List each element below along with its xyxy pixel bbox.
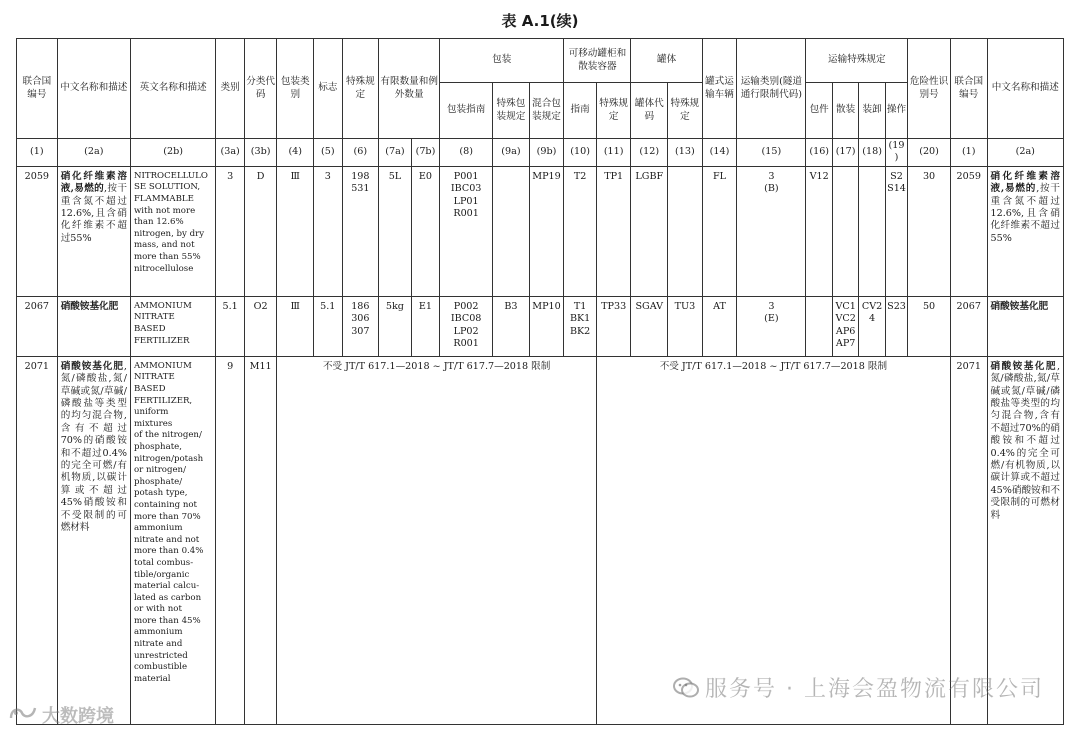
header-group-special-provisions: 运输特殊规定 xyxy=(806,39,908,83)
tank-instructions: T2 xyxy=(564,166,597,296)
header-group-tanks: 罐体 xyxy=(631,39,702,83)
packages xyxy=(806,296,832,356)
english-name: AMMONIUM NITRATE BASED FERTILIZER, uniform mixtures of the nitrogen/ phosphate, nitrogen/potash or nitrogen/ phosphate/ potash type, containing not more than 70% ammonium nitrate and not more than 0.4% total combus- tible/organic material calcu- lated as carbon or with not more than 45% ammonium nitrate and unrestricted combustible material xyxy=(130,356,215,724)
col-num: (11) xyxy=(596,139,631,167)
header-chinese-name-right: 中文名称和描述 xyxy=(987,39,1063,139)
header-label: 标志 xyxy=(314,39,342,139)
classification-code: M11 xyxy=(244,356,277,724)
transport-category: 3 (E) xyxy=(737,296,806,356)
un-number-right: 2071 xyxy=(950,356,987,724)
chinese-name-right-bold: 硝化纤维素溶液,易燃的 xyxy=(990,170,1060,195)
header-bulk: 散装 xyxy=(832,83,858,139)
header-tank-special: 特殊规定 xyxy=(596,83,631,139)
special-packing xyxy=(493,166,530,296)
english-name: AMMONIUM NITRATE BASED FERTILIZER xyxy=(130,296,215,356)
hazard-id: 50 xyxy=(908,296,951,356)
column-number-row xyxy=(17,139,1064,167)
header-tank-code-special: 特殊规定 xyxy=(668,83,703,139)
col-num: (14) xyxy=(702,139,737,167)
header-chinese-name: 中文名称和描述 xyxy=(57,39,130,139)
special-packing: B3 xyxy=(493,296,530,356)
header-tank-code: 罐体代码 xyxy=(631,83,668,139)
col-num: (10) xyxy=(564,139,597,167)
class: 5.1 xyxy=(216,296,244,356)
col-num: (2a) xyxy=(987,139,1063,167)
chinese-name xyxy=(57,356,130,724)
chinese-name-right-bold: 硝酸铵基化肥 xyxy=(990,300,1049,312)
col-num: (8) xyxy=(440,139,493,167)
header-limited-quantities: 有限数量和例外数量 xyxy=(379,39,440,139)
class: 3 xyxy=(216,166,244,296)
watermark-brand xyxy=(8,702,114,728)
tank-vehicle: FL xyxy=(702,166,737,296)
classification-code: O2 xyxy=(244,296,277,356)
header-classification-code: 分类代码 xyxy=(244,39,277,139)
wechat-icon xyxy=(673,677,699,699)
mixed-packing: MP19 xyxy=(529,166,564,296)
header-mixed-packing: 混合包装规定 xyxy=(529,83,564,139)
bulk: VC1 VC2 AP6 AP7 xyxy=(832,296,858,356)
tank-vehicle: AT xyxy=(702,296,737,356)
un-number: 2059 xyxy=(17,166,58,296)
col-num: (9a) xyxy=(493,139,530,167)
col-num: (4) xyxy=(277,139,314,167)
col-num: (20) xyxy=(908,139,951,167)
tank-instructions: T1 BK1 BK2 xyxy=(564,296,597,356)
class: 9 xyxy=(216,356,244,724)
chinese-name-right xyxy=(987,296,1063,356)
header-hazard-id: 危险性识别号 xyxy=(908,39,951,139)
table-row xyxy=(17,166,1064,296)
operation: S23 xyxy=(885,296,907,356)
header-special-packing: 特殊包装规定 xyxy=(493,83,530,139)
tank-code: SGAV xyxy=(631,296,668,356)
header-un-number-right: 联合国编号 xyxy=(950,39,987,139)
exemption-note-right: 不受 JT/T 617.1—2018 ~ JT/T 617.7—2018 限制 xyxy=(596,356,950,724)
packing-group: Ⅲ xyxy=(277,166,314,296)
tank-special: TP33 xyxy=(596,296,631,356)
chinese-name-bold: 硝酸铵基化肥 xyxy=(60,360,124,372)
tank-code-special: TU3 xyxy=(668,296,703,356)
dangerous-goods-table xyxy=(16,38,1064,725)
limited-quantity: 5L xyxy=(379,166,412,296)
chinese-name-right-rest: ,氮/磷酸盐,氮/草碱或氮/草碱/磷酸盐等类型的均匀混合物,含有不超过70%的硝酸铵和不超过0.4%的完全可燃/有机物质,以碳计算或不超过45%硝酸铵和不受限制的可燃材料 xyxy=(990,360,1060,521)
packing-group: Ⅲ xyxy=(277,296,314,356)
chinese-name-rest: ,氮/磷酸盐,氮/草碱或氮/草碱/磷酸盐等类型的均匀混合物,含有不超过70%的硝酸铵和不超过0.4%的完全可燃/有机物质,以碳计算或不超过45%硝酸铵和不受限制的可燃材料 xyxy=(60,360,127,534)
transport-category: 3 (B) xyxy=(737,166,806,296)
header-packing-group: 包装类别 xyxy=(277,39,314,139)
header-packages: 包件 xyxy=(806,83,832,139)
chinese-name-bold: 硝酸铵基化肥 xyxy=(60,300,119,312)
header-english-name: 英文名称和描述 xyxy=(130,39,215,139)
col-num: (19) xyxy=(885,139,907,167)
un-number: 2067 xyxy=(17,296,58,356)
chinese-name-right xyxy=(987,166,1063,296)
header-loading: 装卸 xyxy=(859,83,885,139)
loading xyxy=(859,166,885,296)
table-title: 表 A.1(续) xyxy=(501,12,579,30)
un-number-right: 2059 xyxy=(950,166,987,296)
un-number-right: 2067 xyxy=(950,296,987,356)
col-num: (1) xyxy=(17,139,58,167)
un-number: 2071 xyxy=(17,356,58,724)
col-num: (16) xyxy=(806,139,832,167)
classification-code: D xyxy=(244,166,277,296)
header-group-portable-tanks: 可移动罐柜和散装容器 xyxy=(564,39,631,83)
loading: CV24 xyxy=(859,296,885,356)
chinese-name-right-rest: ,按干重含氮不超过12.6%,且含硝化纤维素不超过55% xyxy=(990,183,1060,244)
col-num: (15) xyxy=(737,139,806,167)
col-num: (5) xyxy=(314,139,342,167)
watermark-service-account xyxy=(673,672,1044,703)
brand-logo-icon xyxy=(8,704,38,727)
chinese-name-rest: ,按干重含氮不超过12.6%,且含硝化纤维素不超过55% xyxy=(60,183,127,244)
label: 5.1 xyxy=(314,296,342,356)
col-num: (17) xyxy=(832,139,858,167)
col-num: (7a) xyxy=(379,139,412,167)
col-num: (3b) xyxy=(244,139,277,167)
chinese-name-right-bold: 硝酸铵基化肥 xyxy=(990,360,1057,372)
header-group-packaging: 包装 xyxy=(440,39,564,83)
tank-special: TP1 xyxy=(596,166,631,296)
english-name: NITROCELLULOSE SOLUTION, FLAMMABLE with not more than 12.6% nitrogen, by dry mass, and not more than 55% nitrocellulose xyxy=(130,166,215,296)
excepted-quantity: E0 xyxy=(411,166,439,296)
tank-code: LGBF xyxy=(631,166,668,296)
header-packing-instructions: 包装指南 xyxy=(440,83,493,139)
col-num: (18) xyxy=(859,139,885,167)
chinese-name-bold: 硝化纤维素溶液,易燃的 xyxy=(60,170,127,195)
col-num: (3a) xyxy=(216,139,244,167)
table-row xyxy=(17,356,1064,724)
operation: S2 S14 xyxy=(885,166,907,296)
chinese-name-right xyxy=(987,356,1063,724)
exemption-note-left: 不受 JT/T 617.1—2018 ~ JT/T 617.7—2018 限制 xyxy=(277,356,596,724)
header-tank-instructions: 指南 xyxy=(564,83,597,139)
special-provisions: 198 531 xyxy=(342,166,379,296)
col-num: (12) xyxy=(631,139,668,167)
watermark-text: 服务号 · 上海会盈物流有限公司 xyxy=(705,677,1044,702)
header-operation: 操作 xyxy=(885,83,907,139)
special-provisions: 186 306 307 xyxy=(342,296,379,356)
col-num: (2b) xyxy=(130,139,215,167)
col-num: (2a) xyxy=(57,139,130,167)
packing-instructions: P002 IBC08 LP02 R001 xyxy=(440,296,493,356)
header-un-number: 联合国编号 xyxy=(17,39,58,139)
col-num: (13) xyxy=(668,139,703,167)
col-num: (7b) xyxy=(411,139,439,167)
limited-quantity: 5kg xyxy=(379,296,412,356)
header-class: 类别 xyxy=(216,39,244,139)
chinese-name xyxy=(57,296,130,356)
packages: V12 xyxy=(806,166,832,296)
header-tank-vehicle: 罐式运输车辆 xyxy=(702,39,737,139)
mixed-packing: MP10 xyxy=(529,296,564,356)
excepted-quantity: E1 xyxy=(411,296,439,356)
tank-code-special xyxy=(668,166,703,296)
col-num: (9b) xyxy=(529,139,564,167)
packing-instructions: P001 IBC03 LP01 R001 xyxy=(440,166,493,296)
header-special-provisions: 特殊规定 xyxy=(342,39,379,139)
hazard-id: 30 xyxy=(908,166,951,296)
bulk xyxy=(832,166,858,296)
label: 3 xyxy=(314,166,342,296)
brand-text: 大数跨境 xyxy=(42,706,114,727)
header-transport-category: 运输类别(隧道通行限制代码) xyxy=(737,39,806,139)
chinese-name xyxy=(57,166,130,296)
col-num: (6) xyxy=(342,139,379,167)
col-num: (1) xyxy=(950,139,987,167)
table-row xyxy=(17,296,1064,356)
